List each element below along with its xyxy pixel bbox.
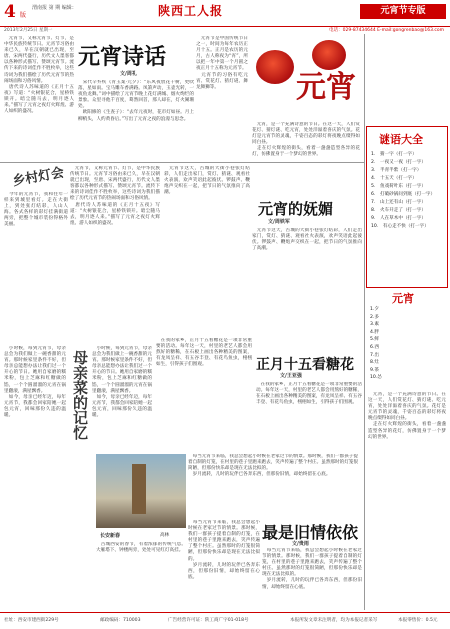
newspaper-logo: 陕西工人报	[158, 4, 224, 18]
answers-title: 元宵	[392, 292, 414, 305]
answer-item: 2.多	[370, 314, 379, 320]
poetry-title: 元宵诗话	[78, 44, 167, 70]
lantern-title: 元宵	[296, 70, 356, 105]
mother-dish-title: 母亲菜的记忆	[71, 350, 89, 440]
answer-item: 7.出	[370, 352, 379, 358]
lantern-article-body-2: 元宵节这天，古城的大街小巷张灯结彩，人们走出家门，赏灯、猜谜、观看社火表演，欢声笑语此起彼伏。锣鼓声、鞭炮声交织在一起，把节日的气氛推向了高潮。	[252, 228, 362, 252]
changan-body: 古城西安的春节，有着浓郁的传统气息。大雁塔下、钟楼两旁，处处可见红灯高挂。	[96, 542, 186, 554]
riddles-title: 谜语大全	[379, 133, 423, 146]
answers-list	[370, 306, 446, 382]
riddle-item: 9. 人在草木中（打一字）	[371, 216, 426, 221]
pagoda-shape	[132, 464, 146, 514]
changan-title: 长安新春	[100, 533, 121, 539]
section-label: 元宵节专版	[360, 4, 446, 19]
footer-note: 本报所发文章未注明者，均为本报记者采写	[290, 618, 378, 623]
nostalgia-intro: 每当元宵节来临，我总会想起小时候在老家过节的情景。那时候，我们一群孩子提着自制的灯笼，在村里的巷子里跑来跑去，笑声传遍了整个村庄。虽然那时的灯笼很简陋，但那份快乐却是现在无法比拟的。 岁月流转，儿时的玩伴已各奔东西，但那份旧情，却始终留在心底。	[188, 454, 358, 478]
footer	[0, 612, 450, 629]
mother-dish-body: 小时候，每到元宵节，母亲总会为我们做上一碗香甜的元宵。那时候家里条件不好，但母亲总能想办法让我们过一个开心的节日。她用自家磨的糯米粉，包上芝麻和红糖做的馅，一个个圆溜溜的元宵在锅里翻滚，满屋飘香。 如今，母亲已经年迈，每年元宵节，我都会回家陪她一起包元宵，回味那份久违的温暖。	[4, 346, 66, 419]
riddle-item: 5. 鱼戏荷叶东（打一字）	[371, 184, 426, 189]
footer-license: 广告经营许可证：陕工商广字01-018号	[168, 618, 249, 623]
answer-item: 3.素	[370, 322, 379, 328]
sugar-article-author: 文/王亚强	[280, 373, 302, 379]
issue-date: 2013年2月25日 星期一	[4, 28, 53, 33]
lantern-icon	[256, 50, 294, 84]
answer-item: 4.胖	[370, 329, 379, 335]
village-lantern-heading: 乡村灯会	[11, 165, 66, 190]
right-column-body: 元宵，是一个充满诗意的节日。在这一天，人们赏花灯、猜灯谜、吃元宵，处处洋溢着喜庆的气氛。花灯是元宵节的灵魂，千姿百态的彩灯将夜晚点缀得如同白昼。 走在灯火辉煌的街头，看着一盏盏造型各异的花灯，仿佛置身于一个梦幻的世界。	[368, 392, 446, 440]
date-bar	[0, 27, 450, 34]
middle-article-body: 元宵节这天，古城的大街小巷张灯结彩，人们走出家门，赏灯、猜谜、观看社火表演，欢声笑语此起彼伏。锣鼓声、鞭炮声交织在一起，把节日的气氛推向了高潮。	[164, 166, 250, 196]
lantern-illustration	[250, 32, 360, 120]
lantern-article-author: 文/周铁军	[268, 219, 290, 225]
riddle-item: 6. 打破砂锅问到底（打一字）	[371, 192, 436, 197]
answer-item: 6.西	[370, 344, 379, 350]
riddles-list	[371, 151, 445, 231]
footer-postcode: 邮政编码：710003	[100, 618, 141, 623]
nostalgia-author: 文/贵雨	[292, 541, 309, 547]
page-number: 4	[4, 2, 16, 22]
poetry-body-right: 宋代辛弃疾《青玉案·元夕》：“东风夜放花千树，更吹落，星如雨。宝马雕车香满路。凤箫声动，玉壶光转，一夜鱼龙舞。”词中描绘了元宵节晚上花灯满城、烟火绚烂的景象。众里寻他千百度，蓦然回首，那人却在，灯火阑珊处。 欧阳修的《生查子》：“去年元夜时，花市灯如昼。月上柳梢头，人约黄昏后。”写出了元宵之夜的浪漫与思念。	[78, 80, 194, 122]
masthead	[0, 0, 450, 27]
sugar-article-body: 在我的家乡，正月十五看糖花是一项非常重要的活动。每年这一天，村里的老艺人都会用熬好的糖稀，在石板上画出各种精美的图案，有龙凤呈祥、有五谷丰登、有花鸟鱼虫，栩栩如生，引得孩子们围观。	[256, 382, 362, 406]
changan-author: 高林	[160, 533, 170, 538]
riddle-item: 3. 半青半紫（打一字）	[371, 168, 422, 173]
poetry-author: 文/周礼	[120, 71, 137, 77]
nostalgia-body: 每当元宵节来临，我总会想起小时候在老家过节的情景。那时候，我们一群孩子提着自制的灯笼，在村里的巷子里跑来跑去，笑声传遍了整个村庄。虽然那时的灯笼很简陋，但那份快乐却是现在无法比拟的。 岁月流转，儿时的玩伴已各奔东西，但那份旧情，却始终留在心底。	[262, 548, 362, 590]
lantern-article-body: 元宵，是一个充满诗意的节日。在这一天，人们赏花灯、猜灯谜、吃元宵，处处洋溢着喜庆的气氛。花灯是元宵节的灵魂，千姿百态的彩灯将夜晚点缀得如同白昼。 走在灯火辉煌的街头，看着一盏盏造型各异的花灯，仿佛置身于一个梦幻的世界。	[252, 122, 360, 158]
sugar-article-body-left: 在我的家乡，正月十五看糖花是一项非常重要的活动。每年这一天，村里的老艺人都会用熬好的糖稀，在石板上画出各种精美的图案，有龙凤呈祥、有五谷丰登、有花鸟鱼虫，栩栩如生，引得孩子们围观。	[156, 338, 252, 368]
contact-info: 电话：029-87434644 E-mail:gongrenbao@163.com	[329, 28, 444, 33]
footer-price: 本报零售价：0.5元	[398, 618, 438, 623]
lantern-article-title: 元宵的妩媚	[258, 200, 334, 218]
riddle-item: 10. 有心走不快（打一字）	[371, 224, 429, 229]
answer-item: 8.灶	[370, 360, 379, 366]
poetry-body-continued: 元宵节是中国传统节日之一，时间为每年农历正月十五。正月是农历的元月，古人称夜为“宵”，所以把一年中第一个月圆之夜正月十五称为元宵节。 元宵节的习俗有吃元宵、赏花灯、猜灯谜、舞龙舞狮等。	[196, 36, 248, 90]
riddle-item: 8. 火车开走了（打一字）	[371, 208, 426, 213]
riddle-item: 1. 猜一字（打一字）	[371, 152, 417, 157]
nostalgia-title: 最是旧情依依	[262, 523, 359, 542]
answer-item: 10.怂	[370, 375, 382, 381]
riddles-box	[366, 126, 448, 288]
nostalgia-body-left: 每当元宵节来临，我总会想起小时候在老家过节的情景。那时候，我们一群孩子提着自制的灯笼，在村里的巷子里跑来跑去，笑声传遍了整个村庄。虽然那时的灯笼很简陋，但那份快乐却是现在无法比拟的。 岁月流转，儿时的玩伴已各奔东西，但那份旧情，却始终留在心底。	[188, 520, 260, 580]
riddle-item: 2. 一夜又一夜（打一字）	[371, 160, 426, 165]
answer-item: 5.鲜	[370, 337, 379, 343]
footer-address: 社址：西安市建西街229号	[4, 618, 59, 623]
page-unit: 版	[20, 12, 27, 19]
changan-photo	[96, 454, 186, 528]
mother-dish-body-2: 小时候，每到元宵节，母亲总会为我们做上一碗香甜的元宵。那时候家里条件不好，但母亲总能想办法让我们过一个开心的节日。她用自家磨的糯米粉，包上芝麻和红糖做的馅，一个个圆溜溜的元宵在锅里翻滚，满屋飘香。 如今，母亲已经年迈，每年元宵节，我都会回家陪她一起包元宵，回味那份久违的温暖。	[92, 346, 152, 419]
poetry-extra-body: 元宵节，又称元宵节、灯节，是中华民族传统节日。元宵节习俗由来已久，早在汉朝就已出现，至唐、宋两代盛行，历代文人墨客都以各种形式描写、赞颂元宵节。流传下来的诗词佳作不胜枚举，这些诗词为我们描绘了历代元宵节的热闹场面和习俗风情。 唐代诗人苏味道的《正月十五夜》写道：“火树银花合，星桥铁锁开。暗尘随马去，明月逐人来。”描写了元宵之夜灯火辉煌、游人如织的盛况。	[70, 166, 160, 226]
answer-item: 1.夕	[370, 307, 379, 312]
riddle-item: 4. 十五天（打一字）	[371, 176, 417, 181]
side-column-body: 今年的元宵节，我和往年一样来到城里看灯。走在大街上，到处张灯结彩，人山人海。各式各样的彩灯挂满街道两旁，把整个城市装扮得格外美丽。	[4, 192, 68, 228]
answer-item: 9.茶	[370, 367, 379, 373]
masthead-meta: 渭南报 第 期 编辑：	[32, 5, 77, 11]
riddle-item: 7. 山上还有山（打一字）	[371, 200, 426, 205]
poetry-body-left: 元宵节，又称元宵节、灯节，是中华民族传统节日。元宵节习俗由来已久，早在汉朝就已出现，至唐、宋两代盛行，历代文人墨客都以各种形式描写、赞颂元宵节。流传下来的诗词佳作不胜枚举，这些诗词为我们描绘了历代元宵节的热闹场面和习俗风情。 唐代诗人苏味道的《正月十五夜》写道：“火树银花合，星桥铁锁开。暗尘随马去，明月逐人来。”描写了元宵之夜灯火辉煌、游人如织的盛况。	[4, 36, 74, 115]
sugar-article-title: 正月十五看糖花	[256, 357, 354, 373]
